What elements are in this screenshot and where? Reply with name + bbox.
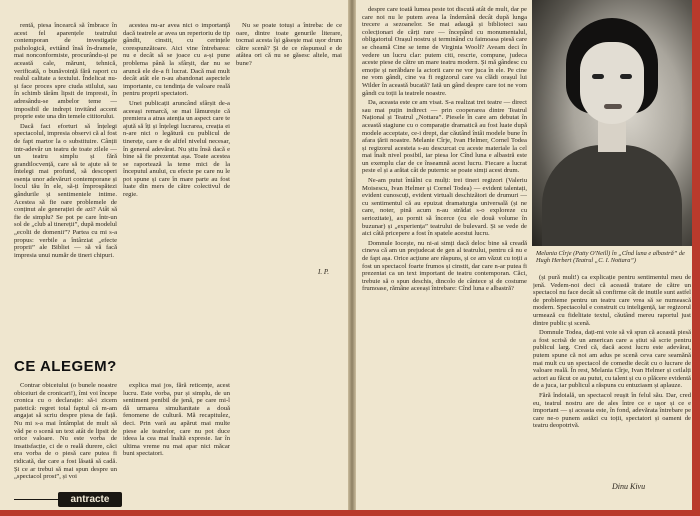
paragraph: Domnule Todea, dați-mi voie să vă spun că această piesă a fost scrisă de un american care a știut să scrie pentru publicul larg. Cred că, dacă acest lucru este adevărat, putem spune că noi am adus pe scenă ceva care seamănă mai mult cu un spectacol de comedie decât cu o lucrare de valoare reală. În rest, Melania Cîrje, Ivan Helmer și ceilalți actori au făcut ce au putut, cu talent și cu o plăcere evidentă de a juca, iar publicul a răspuns cu entuziasm și aplauze. (533, 329, 691, 390)
photo-shoulders (542, 145, 682, 246)
photo-eye (620, 74, 632, 79)
article-heading: CE ALEGEM? (14, 358, 117, 375)
paragraph: explica mai jos, fără reticențe, acest lucru. Este vorba, pur și simplu, de un sentiment penibil de jenă, pe care mi-l dă urmarea simultanitate a două fenomene de cultură. Mă recapitulez, deci. Prin vară au apărut mai multe piese ale teatrelor, care nu pot duce ideea la cea mai înaltă expresie. Iar în ultima vreme nu mai apar nici măcar buni spectatori. (123, 382, 230, 458)
photo-eye (592, 74, 604, 79)
paragraph: despre care toată lumea peste tot discută atât de mult, dar pe care noi nu le putem avea la îndemână decât după lunga trecere a sezoanelor. Se mai adaugă și biblioteci sau colecționari de cărți rare — începând cu monumentalul, obligatoriul Orașul nostru și terminând cu faimoasa piesă care se cheamă Cine se teme de Virginia Woolf? Aveam deci în vedere un lucru clar: putem citi, rescrie, compune, judeca aceste piese de către un mare teatru modern. Și mă gândesc cu emoție și nerăbdare la actorii care ne vor juca în ele. Pe cine ne vom gândi, cine va fi regizorul care va clădi orașul lui Wilder în această bucată? Iată un gând despre care tot ne vom gândi cu toții la teatrele noastre. (362, 6, 527, 97)
left-lower-column-1 (14, 382, 117, 488)
paragraph: Dacă faci eforturi să înțelegi spectacolul, impresia observi că al fost de fapt martor la o substituire. Cânții intr-adevăr un teatru de toate zilele — un teatru simplu și fără grandilocvență, care să te ajute să te întelegi mai profund, să descoperi esența unor adevăruri contemporane și locul tău în ele, să-ți împrospătezi gândurile și sentimentele intime. Acestea să fie oare problemele de conținut ale generației de azi? Atât să fie de simplu? Se pot pe care într-un sol de „club al tinereții”, după modelul „ecolii de domenii”? Partea cu mi s-a propus: verbile a întârziat „efecte proprii” ale Bibliei — să vă facă impresia unui număr de tineri chipuri. (14, 122, 117, 259)
left-column-2 (123, 22, 230, 347)
paragraph: rentă, piesa încearcă să îmbrace în acest fel aparențele teatrului contemporan de investigație psihologică, evitând însă în-dramele, mai nonconformiste, procurându-și pe această cale, mărunt, tehnică, verificată, o bunăvoință fără raport cu realul calitate a textului. Îndelicat nu-și face proces spre ciuda stilului, sau în schimb tărâm lipsit de impresii, în adresându-se ambelor teme — imposibil de indrept invitând accent proprie este una din temele cititorului. (14, 22, 117, 121)
section-tag-rule (14, 499, 58, 500)
paragraph: Nu se poate totuși a întreba: de ce oare, dintre toate genurile literare, tocmai acesta își găsește mai ușor drum către scenă? Și de ce răspunsul e de atâtea ori că nu se găsesc altele, mai bune? (236, 22, 342, 67)
photo-caption: Melania Cîrje (Patty O'Neill) în „Cînd luna e albastră” de Hugh Herbert (Teatrul „C. I. Nottara”) (536, 250, 685, 265)
left-lower-column-2 (123, 382, 230, 508)
paragraph: Domnule Iocește, nu ni-ai simți dacă deloc bine să creadă cineva că am un prejudecat de gen al teatrului, pentru că nu e de fapt așa. Orice acțiune are răspuns, și ce am văzut cu toții a fost un spectacol foarte frumos și cinstit, dar care n-ar putea fi prezentat ca un text important de teatru contemporan. Căci, trebuie să o spun deschis, dincolo de cântece și de costume frumoase, rămâne aceeași întrebare: Cînd luna e albastră? (362, 239, 527, 293)
paragraph: Ne-am putut întâlni cu mulți: trei tineri regizori (Valeriu Moisescu, Ivan Helmer și Cornel Todea) — evident talentați, evident cunoscuți, evident virtuali deschizători de drumuri — cu sentimentul că au epuizat dramaturgia universală (și ne care, noter, pină acum n-au strădat s-o exploreze cu seriozitate), au pornit să încerce (cu ele două volume în buzunar) și „experiența” teatrului de bulevard. Și se vede de aici câtă pricepere a fost în spatele acestui lucru. (362, 177, 527, 238)
author-signature: Dinu Kivu (612, 482, 646, 491)
section-tag: antracte (58, 492, 122, 507)
photo-lips (604, 104, 622, 109)
right-column-2 (533, 274, 691, 474)
left-column-3 (236, 22, 342, 122)
page-spine (348, 0, 356, 516)
left-column-1 (14, 22, 117, 347)
right-column-1 (362, 6, 527, 506)
author-signature: I. P. (318, 268, 329, 276)
paragraph: (și pură mult!) ca explicație pentru sentimentul meu de jenă. Vedem-noi deci că această tratare de către un spectacol nu face decât să confirme cât de inutile sunt astfel de probleme pentru un teatru care vrea să se numească modern. Spectacolul e construit cu inteligență, iar regizorul urmează cu fidelitate textul, căutând mereu raportul just dintre public și scenă. (533, 274, 691, 327)
paragraph: Unei publicații aruncând sfârșit de-a aceeași remarcă, se mai lămurește că premiera a atras atenția un aspect care te ajută să îți și înțelegi lucrarea, creația ei n-are nici o legătură cu publicul de tinerețe, care e de altfel nivelul necesar, în general adevărat. Nu știu însă dacă e bine să fie prezentat așa. Toate acestea se raportează la teme mici de la începutul anului, cu efecte pe care nu le pot spune și care în mare parte au fost luate din mers de către colectivul de regie. (123, 99, 230, 199)
paragraph: Fără îndoială, un spectacol reușit în felul său. Dar, cred eu, teatrul nostru are de ales între ce e ușor și ce e important — și aceasta este, în fond, adevărata întrebare pe care ne-o punem astăzi cu toții, spectatori și oameni de teatru deopotrivă. (533, 391, 691, 430)
actress-photo (532, 0, 692, 246)
book-edge-bottom (0, 510, 700, 516)
photo-face (580, 42, 644, 124)
paragraph: Contrar obiceiului (o bunele noastre obiceiuri de cronicari!), îmi voi începe cronica cu o declarație: să-i zicem patetică: regret total faptul că m-am angajat să scriu despre piesa de față. Nu mi s-a mai întâmplat de mult să văd pe o scenă un text atât de lipsit de orice valoare. Nu este vorba de insatisfacție, ci de o reală durere, căci era vorba de o piesă care putea fi ridicată, dar care a fost lăsată să cadă. Și ce ar trebui să mai spun despre un „spectacol prost”, și voi (14, 382, 117, 481)
paragraph: Da, aceasta este ce am visat. S-a realizat trei teatre — direct sau mai puțin indirect — prin cooperarea dintre Teatrul Național și Teatrul „Nottara”. Piesele în care am debutat în această stagiune cu o comparație dramatică au fost luate după modele acceptate, ce-i drept, dar căutând întâi modele bune în afara țării noastre. Melanie Cîrje, Ivan Helmer, Cornel Todea și regizorul acesteia s-au descurcat cu aceste materiale la cel mai înalt nivel posibil, iar piesa lor Cînd luna e albastră este un exemplu clar de ce înseamnă acest lucru. Fiecare a lucrat peste el și a arătat cât de puternic se poate simți acest drum. (362, 99, 527, 175)
book-edge-right (692, 0, 700, 516)
paragraph: acestea nu-ar avea nici o importanță dacă teatrele ar avea un repertoriu de tip gândit, cinstit, cu cerințele corespunzătoare. Aici vine întrebarea: nu e decât să se joace cu a-și pune problema până la sfârșit, dar nu se aruncă ele de-a fi lucrat. Dacă mai mult decât atât ele n-au abandonat aspectele importante, cu tendința de valoare reală pentru proprii spectatori. (123, 22, 230, 98)
